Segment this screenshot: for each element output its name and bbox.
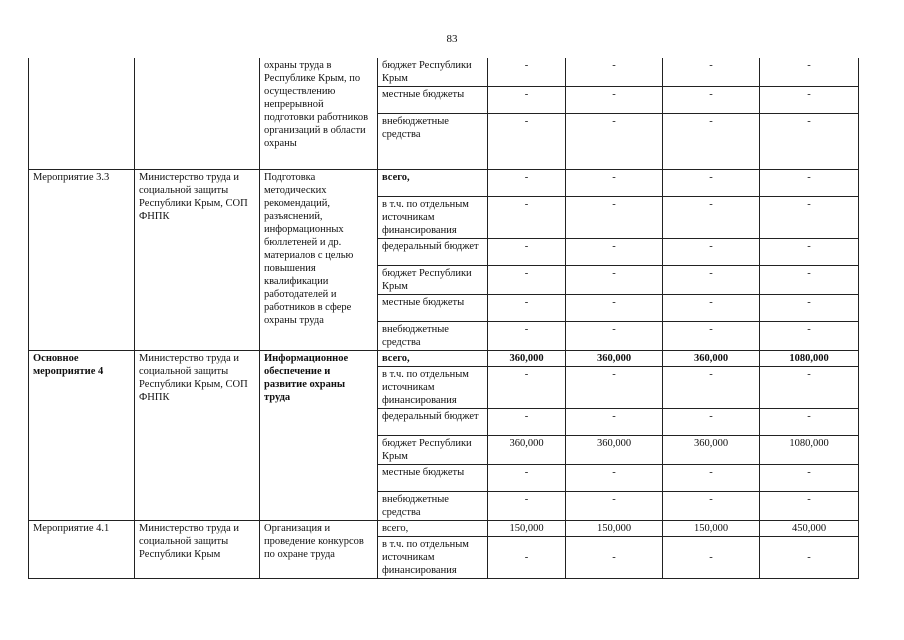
funding-source-cell: местные бюджеты <box>378 87 488 114</box>
value-cell: - <box>566 58 663 87</box>
funding-source-cell: всего, <box>378 170 488 197</box>
value-cell: 360,000 <box>663 351 760 367</box>
value-cell: - <box>760 322 859 351</box>
value-cell: - <box>663 58 760 87</box>
activity-name-cell <box>29 58 135 170</box>
funding-source-cell: федеральный бюджет <box>378 409 488 436</box>
funding-source-cell: всего, <box>378 351 488 367</box>
value-cell: 360,000 <box>488 351 566 367</box>
value-cell: - <box>566 537 663 579</box>
value-cell: - <box>566 322 663 351</box>
executor-cell: Министерство труда и социальной защиты Республики Крым <box>135 521 260 579</box>
value-cell: - <box>488 465 566 492</box>
funding-source-cell: местные бюджеты <box>378 465 488 492</box>
description-cell: охраны труда в Республике Крым, по осуществлению непрерывной подготовки работников организаций в области охраны <box>260 58 378 170</box>
activity-name-cell: Основное мероприятие 4 <box>29 351 135 521</box>
funding-source-cell: федеральный бюджет <box>378 239 488 266</box>
value-cell: - <box>663 537 760 579</box>
value-cell: - <box>663 170 760 197</box>
value-cell: - <box>488 197 566 239</box>
funding-source-cell: местные бюджеты <box>378 295 488 322</box>
funding-source-cell: бюджет Республики Крым <box>378 266 488 295</box>
executor-cell <box>135 58 260 170</box>
funding-source-cell: в т.ч. по отдельным источникам финансирования <box>378 367 488 409</box>
value-cell: 150,000 <box>663 521 760 537</box>
value-cell: - <box>663 114 760 170</box>
value-cell: - <box>663 87 760 114</box>
value-cell: - <box>760 295 859 322</box>
table-row <box>29 351 859 367</box>
value-cell: - <box>488 322 566 351</box>
value-cell: - <box>663 239 760 266</box>
funding-source-cell: внебюджетные средства <box>378 322 488 351</box>
value-cell: 360,000 <box>663 436 760 465</box>
value-cell: - <box>663 367 760 409</box>
value-cell: - <box>566 114 663 170</box>
value-cell: - <box>488 58 566 87</box>
table-row <box>29 170 859 197</box>
value-cell: - <box>488 367 566 409</box>
value-cell: - <box>566 239 663 266</box>
value-cell: - <box>663 322 760 351</box>
funding-source-cell: внебюджетные средства <box>378 114 488 170</box>
value-cell: 1080,000 <box>760 351 859 367</box>
value-cell: - <box>663 409 760 436</box>
value-cell: - <box>663 465 760 492</box>
value-cell: - <box>663 295 760 322</box>
table-row <box>29 521 859 537</box>
value-cell: - <box>488 492 566 521</box>
description-cell: Организация и проведение конкурсов по охране труда <box>260 521 378 579</box>
value-cell: - <box>488 266 566 295</box>
value-cell: - <box>760 266 859 295</box>
value-cell: - <box>663 492 760 521</box>
activity-name-cell: Мероприятие 4.1 <box>29 521 135 579</box>
value-cell: - <box>566 367 663 409</box>
value-cell: - <box>760 465 859 492</box>
budget-table <box>28 58 859 579</box>
funding-source-cell: в т.ч. по отдельным источникам финансирования <box>378 537 488 579</box>
description-cell: Подготовка методических рекомендаций, разъяснений, информационных бюллетеней и др. материалов с целью повышения квалификации работодателей и работников в сфере охраны труда <box>260 170 378 351</box>
value-cell: 360,000 <box>488 436 566 465</box>
value-cell: 1080,000 <box>760 436 859 465</box>
value-cell: - <box>760 367 859 409</box>
value-cell: - <box>488 295 566 322</box>
page-number: 83 <box>446 33 458 45</box>
activity-name-cell: Мероприятие 3.3 <box>29 170 135 351</box>
value-cell: - <box>566 409 663 436</box>
value-cell: - <box>566 87 663 114</box>
value-cell: 360,000 <box>566 436 663 465</box>
funding-source-cell: всего, <box>378 521 488 537</box>
value-cell: - <box>566 266 663 295</box>
value-cell: - <box>566 492 663 521</box>
value-cell: - <box>566 295 663 322</box>
value-cell: 360,000 <box>566 351 663 367</box>
funding-source-cell: в т.ч. по отдельным источникам финансирования <box>378 197 488 239</box>
description-cell: Информационное обеспечение и развитие охраны труда <box>260 351 378 521</box>
value-cell: - <box>488 87 566 114</box>
value-cell: - <box>663 266 760 295</box>
value-cell: - <box>760 87 859 114</box>
funding-source-cell: внебюджетные средства <box>378 492 488 521</box>
table-row <box>29 58 859 87</box>
value-cell: - <box>760 170 859 197</box>
funding-source-cell: бюджет Республики Крым <box>378 436 488 465</box>
value-cell: - <box>488 170 566 197</box>
value-cell: 150,000 <box>488 521 566 537</box>
executor-cell: Министерство труда и социальной защиты Республики Крым, СОП ФНПК <box>135 351 260 521</box>
value-cell: 150,000 <box>566 521 663 537</box>
value-cell: - <box>488 239 566 266</box>
value-cell: - <box>760 114 859 170</box>
executor-cell: Министерство труда и социальной защиты Республики Крым, СОП ФНПК <box>135 170 260 351</box>
value-cell: - <box>760 197 859 239</box>
value-cell: - <box>760 58 859 87</box>
value-cell: - <box>488 409 566 436</box>
value-cell: - <box>760 537 859 579</box>
value-cell: - <box>760 492 859 521</box>
value-cell: 450,000 <box>760 521 859 537</box>
value-cell: - <box>488 114 566 170</box>
value-cell: - <box>566 465 663 492</box>
value-cell: - <box>566 197 663 239</box>
value-cell: - <box>760 409 859 436</box>
value-cell: - <box>760 239 859 266</box>
value-cell: - <box>488 537 566 579</box>
value-cell: - <box>566 170 663 197</box>
funding-source-cell: бюджет Республики Крым <box>378 58 488 87</box>
value-cell: - <box>663 197 760 239</box>
